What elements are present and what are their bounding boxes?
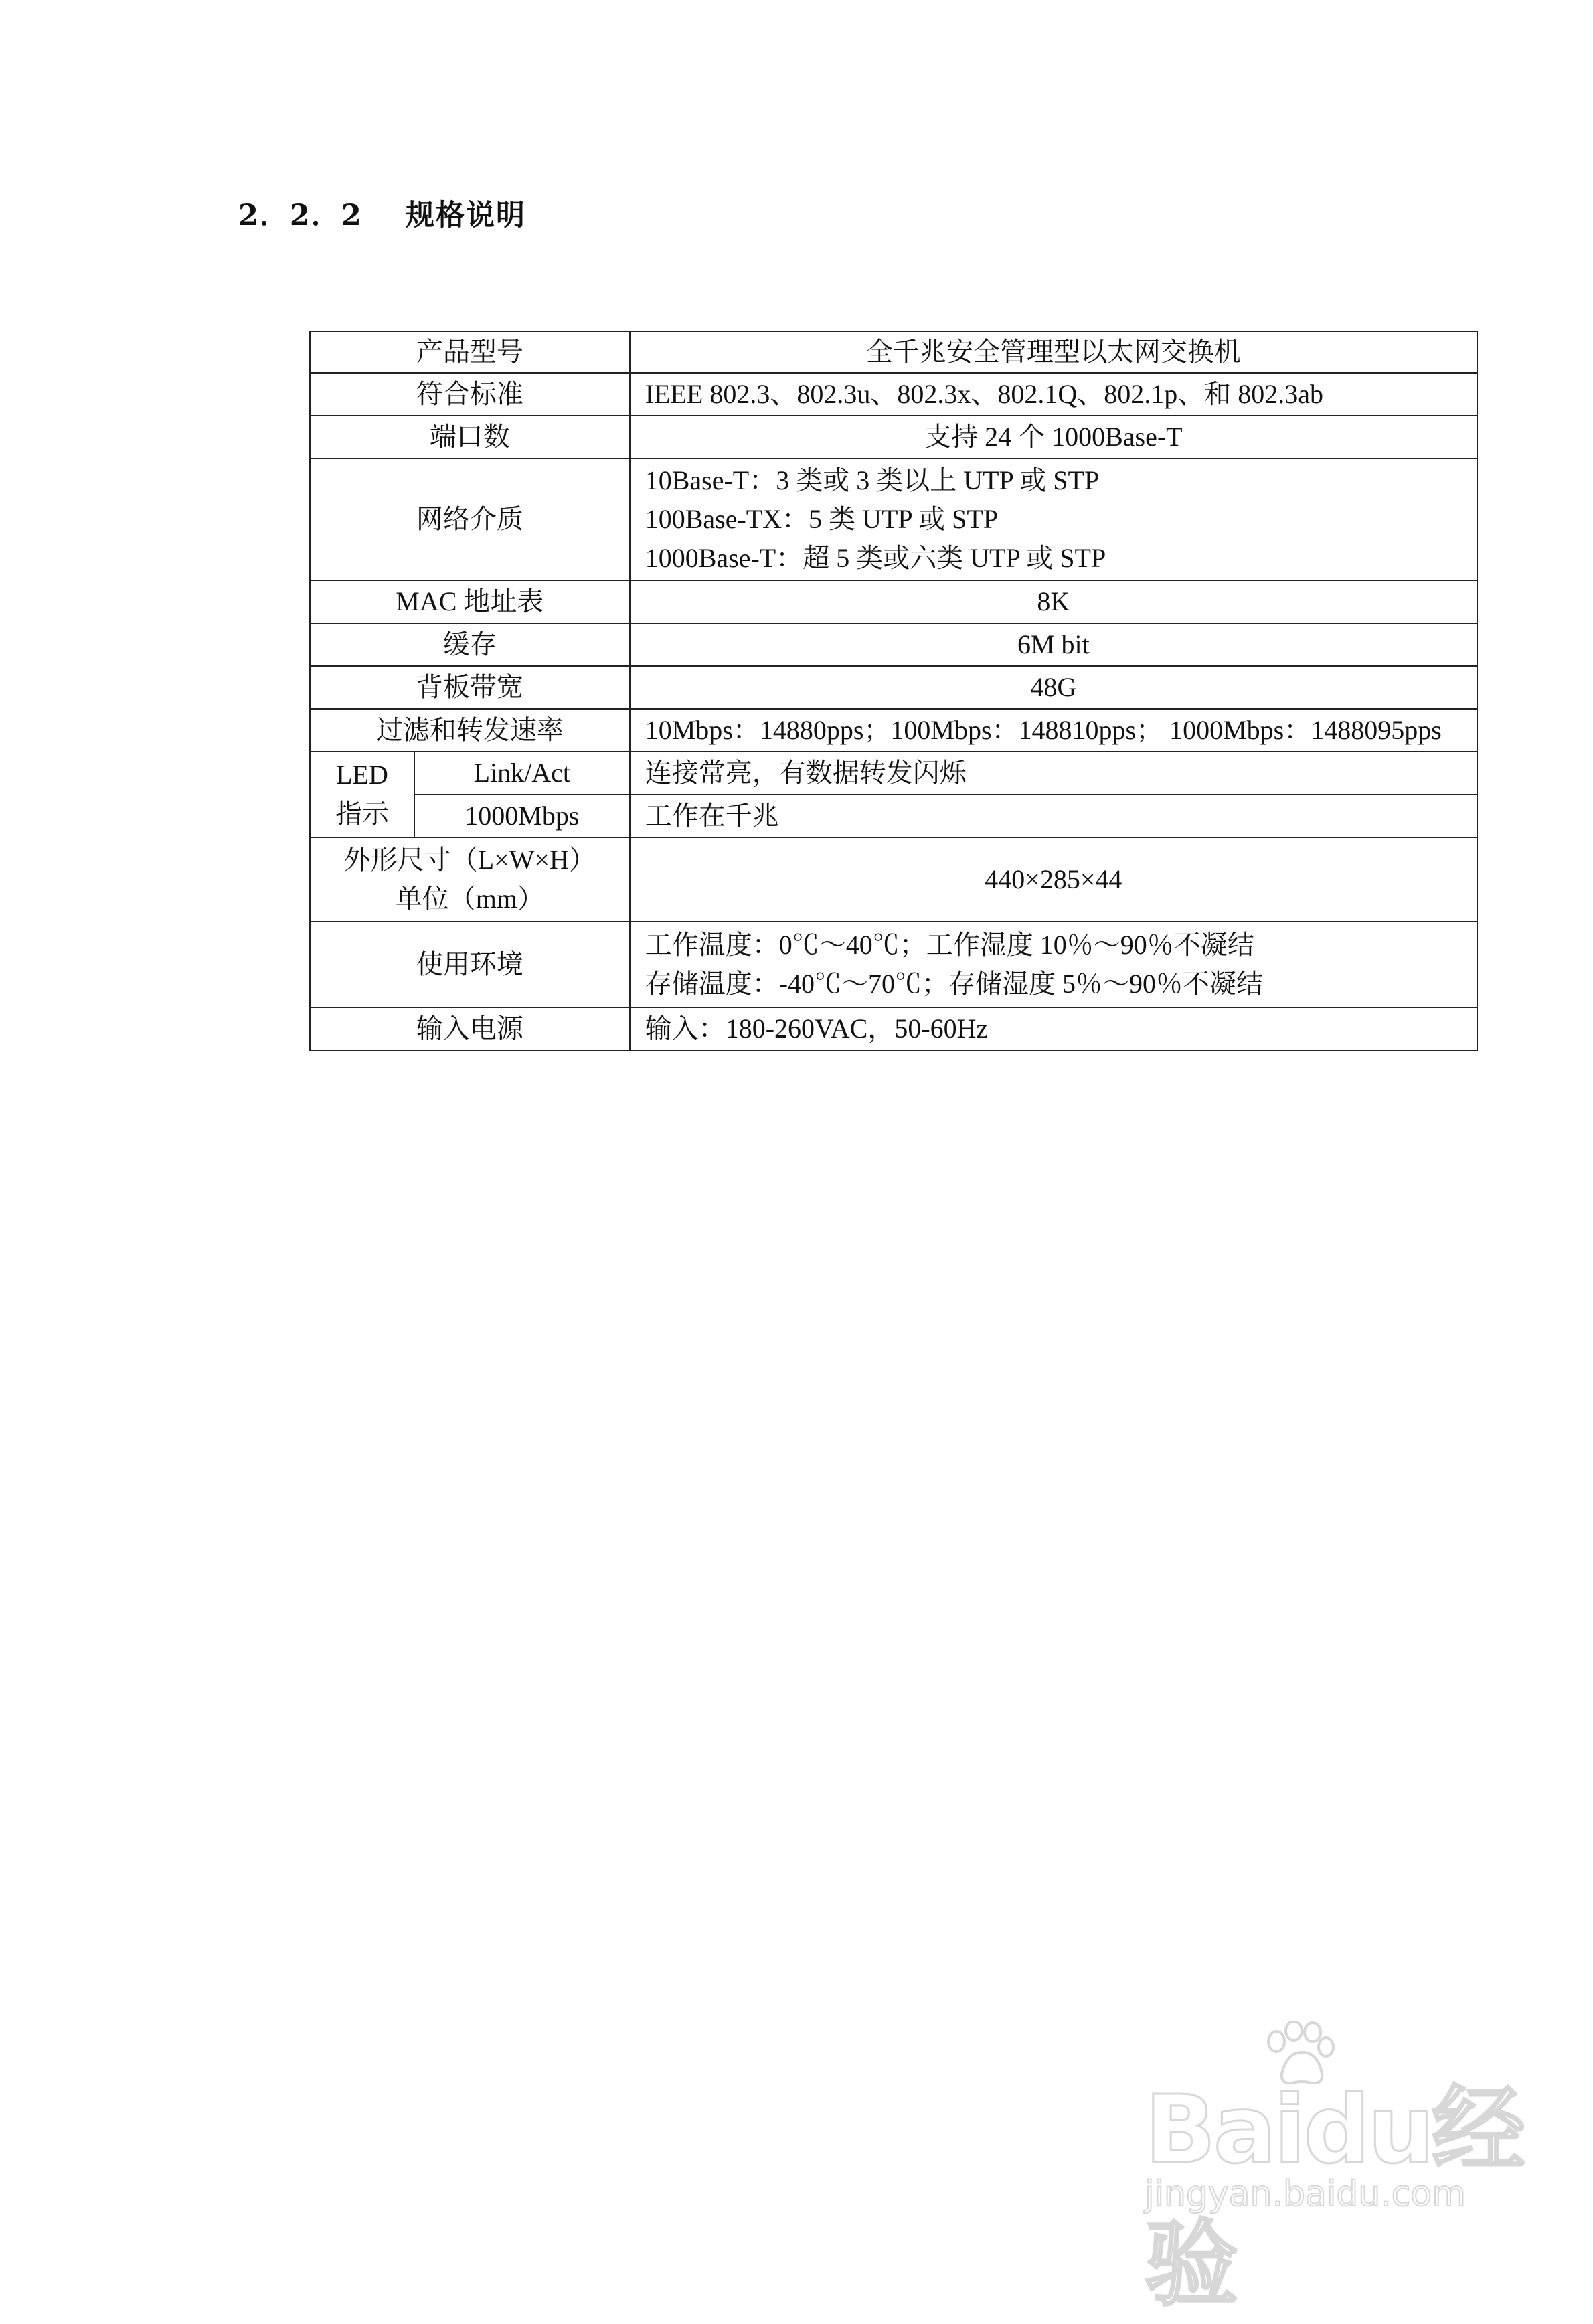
row-value (630, 459, 1477, 580)
sub-label: Link/Act (414, 752, 630, 795)
led-group-label (310, 752, 414, 837)
table-row (310, 837, 1477, 922)
table-row (310, 795, 1477, 837)
watermark-url: jingyan.baidu.com (1145, 2174, 1466, 2214)
row-label: 过滤和转发速率 (310, 709, 630, 752)
label-line: 单位（mm） (395, 884, 544, 914)
row-label (310, 837, 630, 922)
row-value: 连接常亮，有数据转发闪烁 (630, 752, 1477, 795)
row-label: 端口数 (310, 416, 630, 459)
table-row (310, 623, 1477, 666)
value-line: 工作温度：0℃～40℃；工作湿度 10％～90％不凝结 (645, 930, 1254, 960)
row-label: 使用环境 (310, 922, 630, 1007)
table-row (310, 752, 1477, 795)
row-label: 网络介质 (310, 459, 630, 580)
value-line: 10Base-T：3 类或 3 类以上 UTP 或 STP (645, 465, 1100, 495)
row-value: 输入：180-260VAC，50-60Hz (630, 1007, 1477, 1050)
table-row (310, 666, 1477, 709)
row-value: 全千兆安全管理型以太网交换机 (630, 331, 1477, 373)
row-value: 支持 24 个 1000Base-T (630, 416, 1477, 459)
row-value (630, 922, 1477, 1007)
row-label: 输入电源 (310, 1007, 630, 1050)
sub-label: 1000Mbps (414, 795, 630, 837)
table-row (310, 922, 1477, 1007)
row-label: MAC 地址表 (310, 580, 630, 623)
watermark-brand: Baidu经验 (1145, 2076, 1523, 2319)
table-row (310, 709, 1477, 752)
row-label: 产品型号 (310, 331, 630, 373)
row-value: 6M bit (630, 623, 1477, 666)
group-line: LED (336, 760, 388, 790)
section-title: 规格说明 (406, 199, 526, 232)
value-line: 存储温度：-40℃～70℃；存储湿度 5％～90％不凝结 (645, 969, 1264, 999)
label-line: 外形尺寸（L×W×H） (343, 845, 596, 875)
table-row (310, 580, 1477, 623)
spec-table (309, 331, 1478, 1051)
section-number: 2．2．2 (238, 199, 363, 232)
group-line: 指示 (335, 799, 389, 829)
table-row (310, 373, 1477, 416)
row-label: 符合标准 (310, 373, 630, 416)
row-value: 8K (630, 580, 1477, 623)
row-value: 工作在千兆 (630, 795, 1477, 837)
row-label: 缓存 (310, 623, 630, 666)
value-line: 100Base-TX：5 类 UTP 或 STP (645, 504, 999, 534)
table-row (310, 459, 1477, 580)
table-row (310, 331, 1477, 373)
row-value: 48G (630, 666, 1477, 709)
row-value: 10Mbps：14880pps；100Mbps：148810pps； 1000Mbps：1488095pps (630, 709, 1477, 752)
row-value: 440×285×44 (630, 837, 1477, 922)
section-heading (238, 193, 526, 234)
table-row (310, 1007, 1477, 1050)
baidu-watermark (1124, 2021, 1526, 2319)
row-value: IEEE 802.3、802.3u、802.3x、802.1Q、802.1p、和 802.3ab (630, 373, 1477, 416)
table-row (310, 416, 1477, 459)
row-label: 背板带宽 (310, 666, 630, 709)
value-line: 1000Base-T：超 5 类或六类 UTP 或 STP (645, 543, 1106, 573)
